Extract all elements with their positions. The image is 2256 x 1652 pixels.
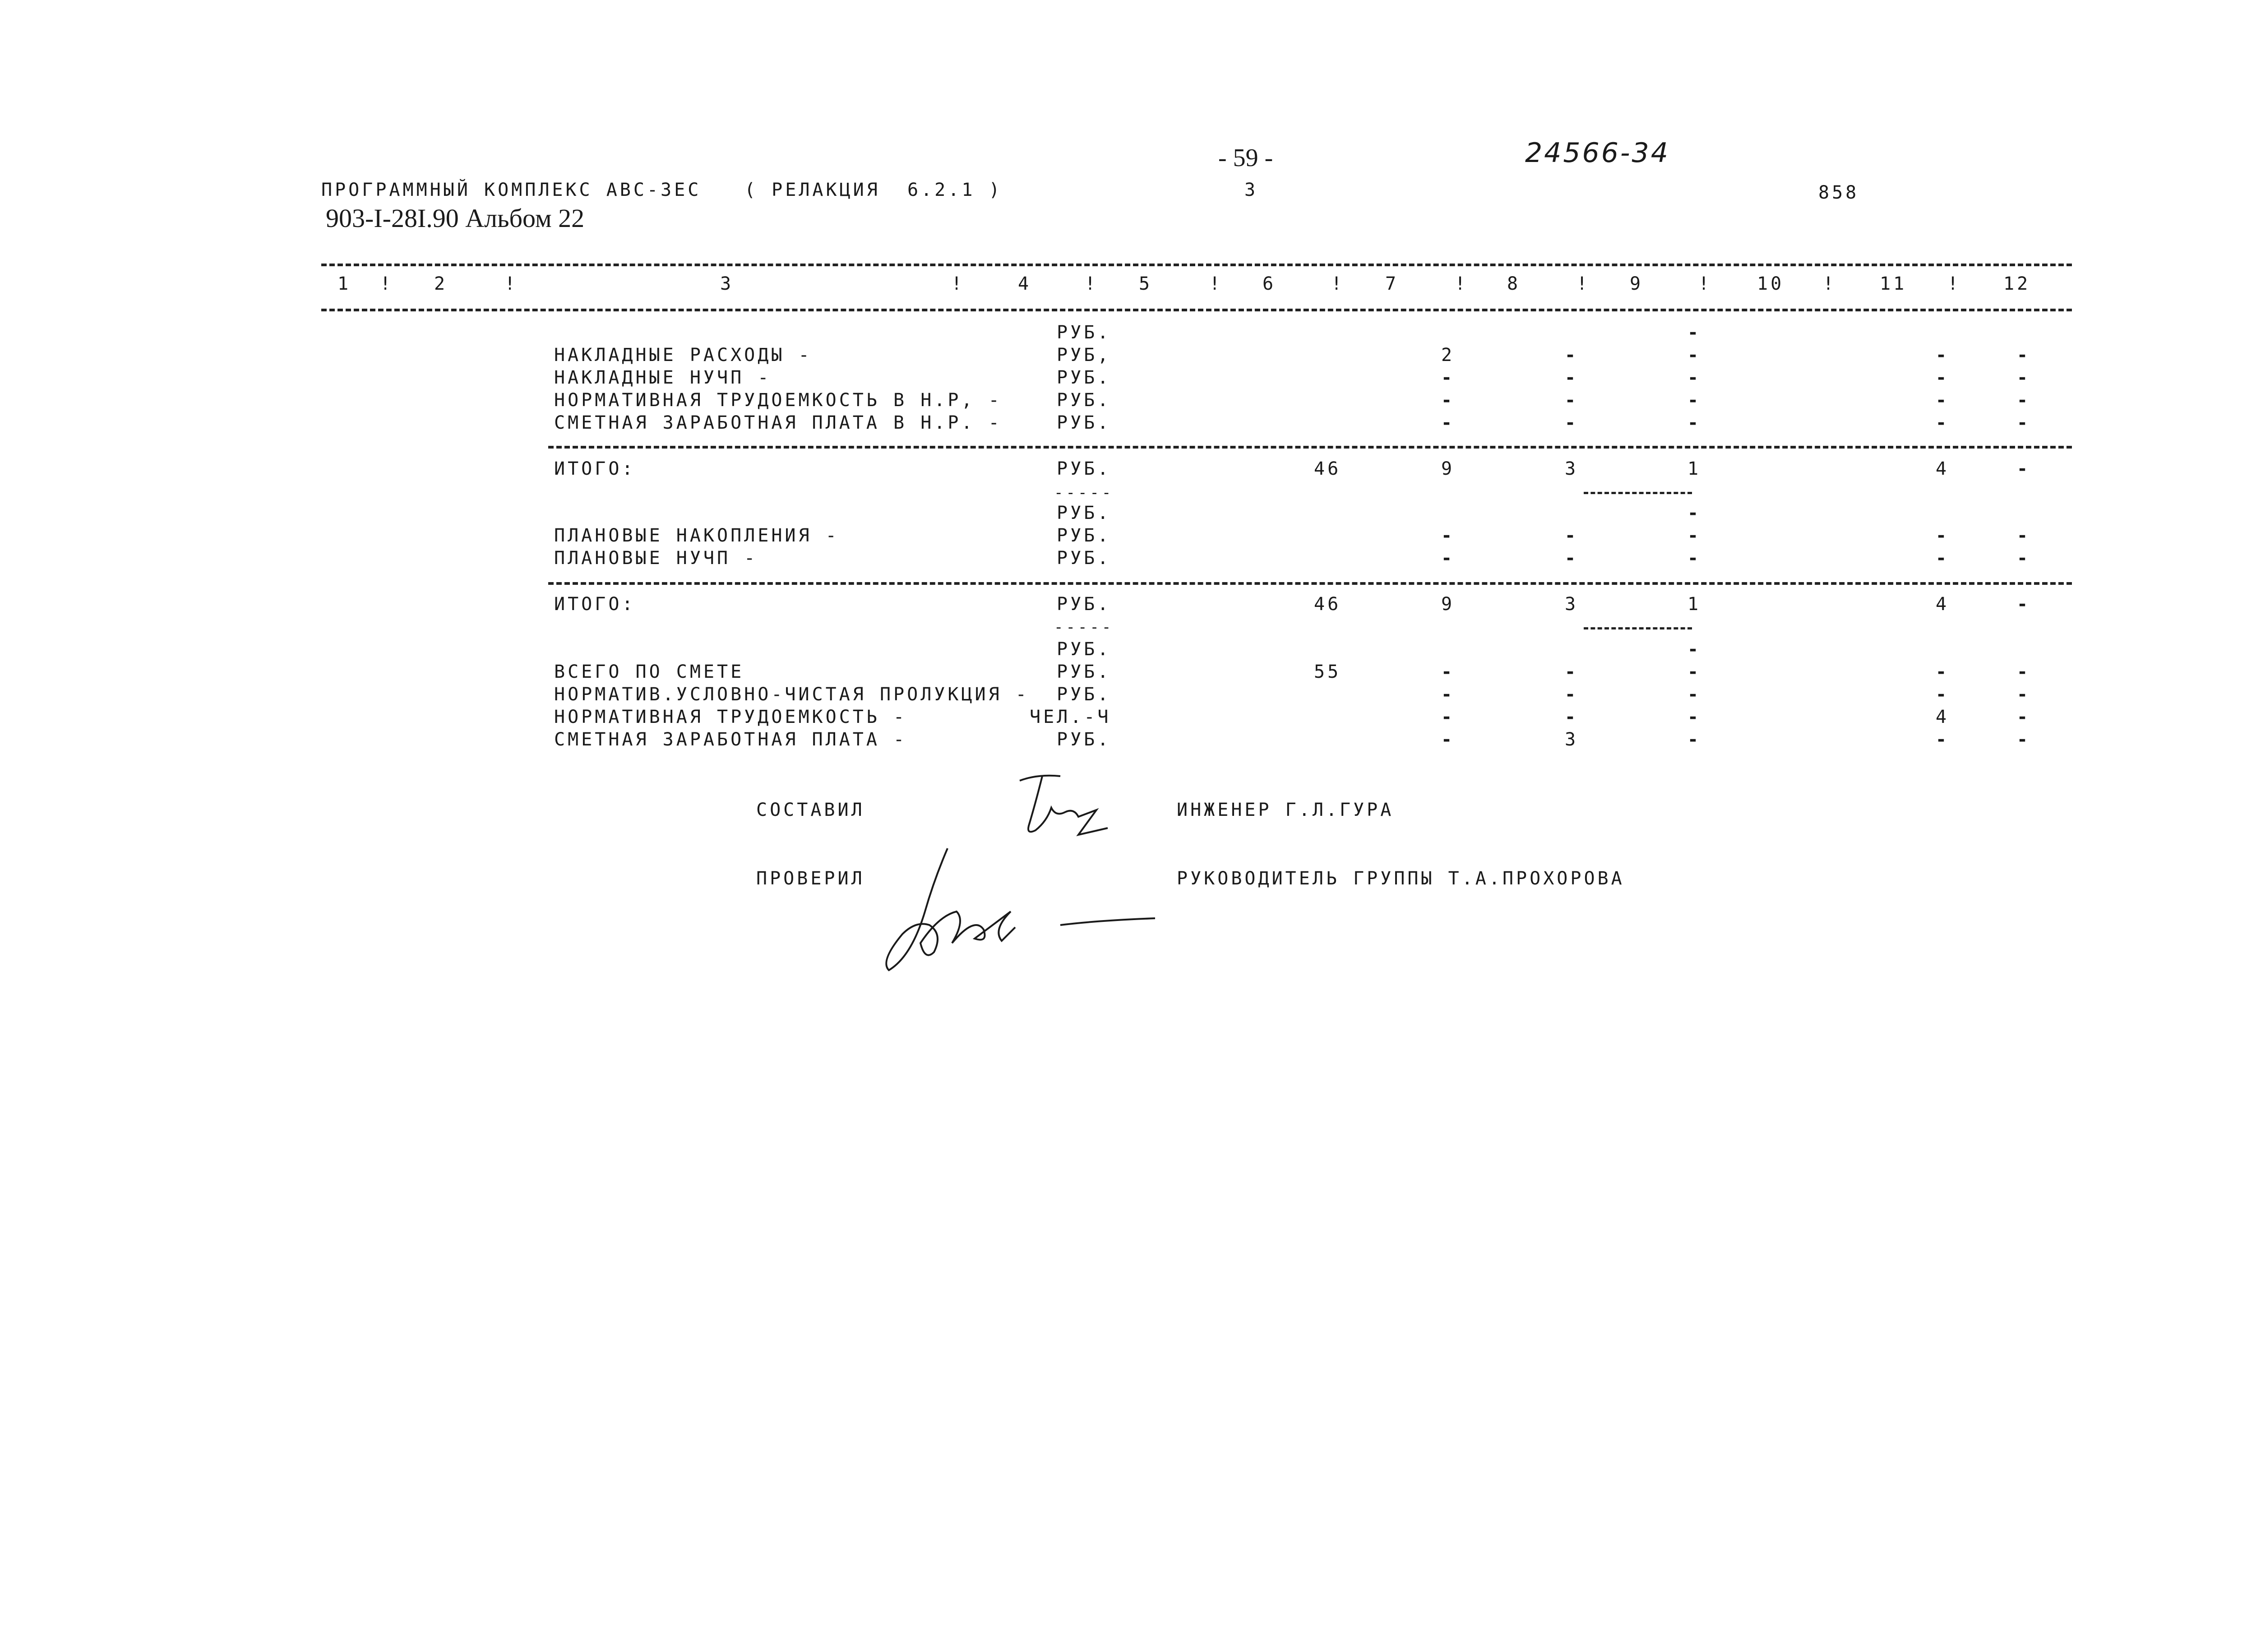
row-label: ВСЕГО ПО СМЕТЕ xyxy=(554,662,744,682)
column-header-4: 4 xyxy=(1018,273,1032,294)
cell-c12: - xyxy=(2017,390,2031,411)
cell-c7: - xyxy=(1441,662,1455,682)
cell-c9: - xyxy=(1687,345,1701,366)
column-header-10: 10 xyxy=(1757,273,1784,294)
cell-c11: - xyxy=(1936,367,1950,388)
cell-c8: - xyxy=(1565,345,1579,366)
row-unit: РУБ, xyxy=(1057,345,1111,366)
signature-gura xyxy=(1011,767,1114,844)
cell-c8: - xyxy=(1565,707,1579,727)
header-top-rule xyxy=(321,264,2072,266)
header-bottom-rule xyxy=(321,309,2072,311)
cell-c6: 46 xyxy=(1314,594,1341,615)
compiled-label: СОСТАВИЛ xyxy=(756,800,865,820)
column-header-2: 2 xyxy=(434,273,448,294)
cell-c8: - xyxy=(1565,548,1579,569)
cell-c9: - xyxy=(1687,503,1701,523)
cell-c11: - xyxy=(1936,345,1950,366)
cell-c12: - xyxy=(2017,548,2031,569)
cell-c8: - xyxy=(1565,684,1579,705)
cell-c9: - xyxy=(1687,729,1701,750)
column-header-7: 7 xyxy=(1385,273,1399,294)
row-unit: РУБ. xyxy=(1057,322,1111,343)
row-unit: РУБ. xyxy=(1057,548,1111,569)
column-header-1: 1 xyxy=(337,273,351,294)
checked-label: ПРОВЕРИЛ xyxy=(756,868,865,889)
row-unit: РУБ. xyxy=(1057,525,1111,546)
column-separator: ! xyxy=(1576,273,1590,294)
subtotal-underline xyxy=(1584,492,1692,494)
cell-c9: - xyxy=(1687,639,1701,660)
cell-c9: - xyxy=(1687,367,1701,388)
cell-c8: - xyxy=(1565,662,1579,682)
row-unit: РУБ. xyxy=(1057,639,1111,660)
cell-c9: 1 xyxy=(1687,458,1701,479)
row-unit: РУБ. xyxy=(1057,729,1111,750)
row-unit: ЧЕЛ.-Ч xyxy=(1030,707,1111,727)
cell-c7: - xyxy=(1441,548,1455,569)
cell-c12: - xyxy=(2017,525,2031,546)
cell-c11: - xyxy=(1936,525,1950,546)
row-label: СМЕТНАЯ ЗАРАБОТНАЯ ПЛАТА - xyxy=(554,729,907,750)
compiled-by: ИНЖЕНЕР Г.Л.ГУРА xyxy=(1177,800,1394,820)
column-separator: ! xyxy=(1823,273,1837,294)
cell-c6: 55 xyxy=(1314,662,1341,682)
cell-c11: - xyxy=(1936,412,1950,433)
cell-c12: - xyxy=(2017,412,2031,433)
cell-c9: - xyxy=(1687,390,1701,411)
column-header-6: 6 xyxy=(1262,273,1276,294)
cell-c12: - xyxy=(2017,458,2031,479)
row-unit: РУБ. xyxy=(1057,367,1111,388)
row-label: НАКЛАДНЫЕ НУЧП - xyxy=(554,367,772,388)
cell-c8: 3 xyxy=(1565,729,1579,750)
cell-c8: - xyxy=(1565,525,1579,546)
row-label: ПЛАНОВЫЕ НАКОПЛЕНИЯ - xyxy=(554,525,839,546)
sheet-number: 3 xyxy=(1244,180,1258,200)
cell-c9: - xyxy=(1687,525,1701,546)
column-separator: ! xyxy=(1947,273,1961,294)
cell-c11: - xyxy=(1936,662,1950,682)
row-label: НОРМАТИВ.УСЛОВНО-ЧИСТАЯ ПРОЛУКЦИЯ - xyxy=(554,684,1029,705)
column-header-12: 12 xyxy=(2003,273,2031,294)
cell-c7: 9 xyxy=(1441,594,1455,615)
row-label: НОРМАТИВНАЯ ТРУДОЕМКОСТЬ В Н.Р, - xyxy=(554,390,1002,411)
cell-c8: - xyxy=(1565,390,1579,411)
column-header-8: 8 xyxy=(1507,273,1521,294)
row-unit: РУБ. xyxy=(1057,503,1111,523)
cell-c9: - xyxy=(1687,707,1701,727)
cell-c11: - xyxy=(1936,390,1950,411)
row-label: НАКЛАДНЫЕ РАСХОДЫ - xyxy=(554,345,812,366)
row-unit: РУБ. xyxy=(1057,684,1111,705)
cell-c9: - xyxy=(1687,684,1701,705)
cell-c12: - xyxy=(2017,345,2031,366)
cell-c12: - xyxy=(2017,729,2031,750)
cell-c8: - xyxy=(1565,412,1579,433)
checked-by: РУКОВОДИТЕЛЬ ГРУППЫ Т.А.ПРОХОРОВА xyxy=(1177,868,1625,889)
cell-c7: - xyxy=(1441,412,1455,433)
row-unit: РУБ. xyxy=(1057,594,1111,615)
column-separator: ! xyxy=(951,273,965,294)
signature-prokhorova xyxy=(875,844,1164,979)
column-separator: ! xyxy=(504,273,518,294)
column-header-9: 9 xyxy=(1630,273,1644,294)
subtotal-underline xyxy=(1584,627,1692,629)
program-name: ПРОГРАММНЫЙ КОМПЛЕКС АВС-3ЕС xyxy=(321,180,702,200)
row-label: ИТОГО: xyxy=(554,594,636,615)
cell-c7: - xyxy=(1441,390,1455,411)
cell-c9: - xyxy=(1687,412,1701,433)
program-edition: ( РЕЛАКЦИЯ 6.2.1 ) xyxy=(744,180,1003,200)
section-rule xyxy=(548,582,2072,585)
cell-c12: - xyxy=(2017,367,2031,388)
cell-c11: - xyxy=(1936,548,1950,569)
cell-c9: - xyxy=(1687,662,1701,682)
row-unit: РУБ. xyxy=(1057,458,1111,479)
column-separator: ! xyxy=(1209,273,1223,294)
handwritten-document-code: 24566-34 xyxy=(1525,137,1670,169)
page-number: - 59 - xyxy=(1218,144,1273,172)
row-label: НОРМАТИВНАЯ ТРУДОЕМКОСТЬ - xyxy=(554,707,907,727)
column-separator: ! xyxy=(1698,273,1712,294)
row-unit: РУБ. xyxy=(1057,412,1111,433)
document-code: 858 xyxy=(1818,182,1859,203)
cell-c11: - xyxy=(1936,729,1950,750)
cell-c7: - xyxy=(1441,525,1455,546)
column-separator: ! xyxy=(380,273,394,294)
album-designation: 903-I-28I.90 Альбом 22 xyxy=(326,204,585,233)
column-header-5: 5 xyxy=(1139,273,1153,294)
row-label: ИТОГО: xyxy=(554,458,636,479)
cell-c7: - xyxy=(1441,684,1455,705)
row-unit: РУБ. xyxy=(1057,390,1111,411)
cell-c9: - xyxy=(1687,548,1701,569)
row-unit: РУБ. xyxy=(1057,662,1111,682)
cell-c8: 3 xyxy=(1565,594,1579,615)
cell-c7: - xyxy=(1441,367,1455,388)
cell-c12: - xyxy=(2017,684,2031,705)
column-separator: ! xyxy=(1085,273,1099,294)
column-header-11: 11 xyxy=(1880,273,1907,294)
cell-c12: - xyxy=(2017,662,2031,682)
cell-c7: - xyxy=(1441,707,1455,727)
cell-c8: - xyxy=(1565,367,1579,388)
cell-c7: 9 xyxy=(1441,458,1455,479)
cell-c12: - xyxy=(2017,594,2031,615)
cell-c8: 3 xyxy=(1565,458,1579,479)
cell-c11: 4 xyxy=(1936,707,1950,727)
cell-c11: - xyxy=(1936,684,1950,705)
cell-c7: - xyxy=(1441,729,1455,750)
cell-c6: 46 xyxy=(1314,458,1341,479)
row-label: СМЕТНАЯ ЗАРАБОТНАЯ ПЛАТА В Н.Р. - xyxy=(554,412,1002,433)
unit-underline: ----- xyxy=(1054,618,1114,636)
section-rule xyxy=(548,446,2072,449)
row-label: ПЛАНОВЫЕ НУЧП - xyxy=(554,548,758,569)
cell-c7: 2 xyxy=(1441,345,1455,366)
unit-underline: ----- xyxy=(1054,484,1114,502)
cell-c11: 4 xyxy=(1936,594,1950,615)
cell-c12: - xyxy=(2017,707,2031,727)
cell-c11: 4 xyxy=(1936,458,1950,479)
cell-c9: 1 xyxy=(1687,594,1701,615)
cell-c9: - xyxy=(1687,322,1701,343)
column-header-3: 3 xyxy=(720,273,734,294)
column-separator: ! xyxy=(1455,273,1469,294)
column-separator: ! xyxy=(1331,273,1345,294)
